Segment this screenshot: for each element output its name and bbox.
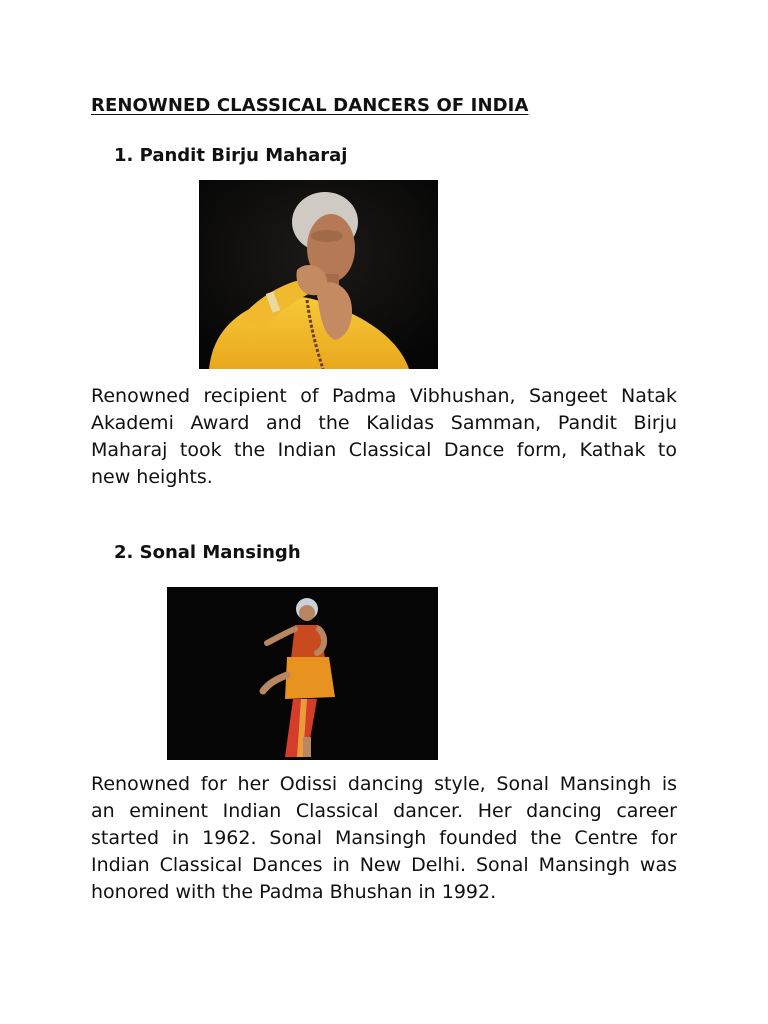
paragraph-line: Akademi Award and the Kalidas Samman, Pandit Birju <box>91 412 677 434</box>
paragraph-line: started in 1962. Sonal Mansingh founded the Centre for <box>91 827 677 849</box>
sonal-mansingh-photo <box>167 587 438 760</box>
section-heading-birju-maharaj: 1. Pandit Birju Maharaj <box>114 145 348 166</box>
paragraph-line: new heights. <box>91 466 213 488</box>
birju-maharaj-paragraph <box>91 383 677 491</box>
page-title: RENOWNED CLASSICAL DANCERS OF INDIA <box>91 95 529 116</box>
paragraph-line: Maharaj took the Indian Classical Dance form, Kathak to <box>91 439 677 461</box>
paragraph-line: an eminent Indian Classical dancer. Her dancing career <box>91 800 677 822</box>
paragraph-line: honored with the Padma Bhushan in 1992. <box>91 881 497 903</box>
section-heading-sonal-mansingh: 2. Sonal Mansingh <box>114 542 301 563</box>
paragraph-line: Renowned for her Odissi dancing style, Sonal Mansingh is <box>91 773 677 795</box>
sonal-mansingh-paragraph <box>91 771 677 906</box>
paragraph-line: Renowned recipient of Padma Vibhushan, Sangeet Natak <box>91 385 677 407</box>
paragraph-line: Indian Classical Dances in New Delhi. Sonal Mansingh was <box>91 854 677 876</box>
birju-maharaj-photo <box>199 180 438 369</box>
